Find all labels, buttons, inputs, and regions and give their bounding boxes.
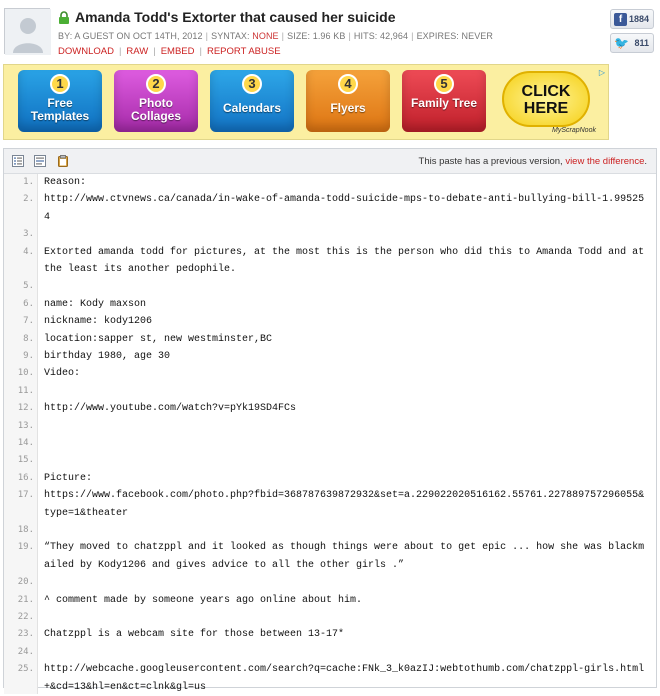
- line-number: 23.: [17, 629, 34, 640]
- code-line: [4, 296, 656, 313]
- line-number: 10.: [17, 368, 34, 379]
- paste-toolbar: [4, 149, 656, 174]
- facebook-icon: f: [614, 13, 627, 26]
- line-number: 8.: [23, 333, 34, 344]
- tile-label: Flyers: [330, 101, 366, 115]
- tile-label: Photo Collages: [130, 96, 181, 123]
- meta-syntax-label: SYNTAX:: [211, 31, 250, 41]
- line-text: [44, 609, 656, 626]
- line-number: 16.: [17, 472, 34, 483]
- line-number: 15.: [17, 455, 34, 466]
- paste-box: [3, 148, 657, 693]
- line-text: [44, 452, 656, 469]
- toggle-line-numbers-icon[interactable]: [12, 155, 24, 167]
- code-line: [4, 278, 656, 295]
- code-line: [4, 644, 656, 661]
- code-line: [4, 226, 656, 243]
- line-text: [44, 522, 656, 539]
- tile-number: 3: [242, 74, 262, 94]
- ad-banner[interactable]: [3, 64, 609, 140]
- line-text: https://www.facebook.com/photo.php?fbid=368787639872932&set=a.229022020516162.55761.227889757296055&type=1&theater: [44, 490, 645, 519]
- code-line: [4, 244, 656, 279]
- line-number: 21.: [17, 594, 34, 605]
- report-abuse-link[interactable]: REPORT ABUSE: [206, 46, 281, 57]
- code-line: [4, 626, 656, 643]
- line-text: Chatzppl is a webcam site for those between 13-17*: [44, 629, 345, 641]
- line-text: [44, 435, 656, 452]
- notice-suffix: .: [644, 156, 647, 167]
- paste-meta: BY: A GUEST ON OCT 14TH, 2012 | SYNTAX: NONE | SIZE: 1.96 KB | HITS: 42,964 | EXPIRES: NEVER: [58, 31, 494, 41]
- line-text: Picture:: [44, 472, 93, 484]
- code-line: [4, 470, 656, 487]
- code-line: [4, 609, 656, 626]
- ad-tile-family-tree[interactable]: [402, 70, 486, 132]
- line-text: [44, 574, 656, 591]
- tile-label: Family Tree: [410, 96, 478, 110]
- line-text: birthday 1980, age 30: [44, 351, 171, 363]
- meta-author-date: BY: A GUEST ON OCT 14TH, 2012: [58, 31, 203, 41]
- line-number: 12.: [17, 403, 34, 414]
- line-number: 4.: [23, 246, 34, 257]
- line-text: nickname: kody1206: [44, 316, 153, 328]
- ad-tile-free-templates[interactable]: [18, 70, 102, 132]
- twitter-count: 811: [634, 38, 649, 48]
- line-number: 6.: [23, 298, 34, 309]
- line-text: http://webcache.googleusercontent.com/search?q=cache:FNk_3_k0azIJ:webtothumb.com/chatzppl-girls.html+&cd=13&hl=en&ct=clnk&gl=us: [44, 664, 645, 693]
- meta-expires: EXPIRES: NEVER: [416, 31, 494, 41]
- code-line: [4, 313, 656, 330]
- code-line: [4, 348, 656, 365]
- code-line: [4, 418, 656, 435]
- lock-icon: [58, 11, 70, 24]
- line-text: Extorted amanda todd for pictures, at the most this is the person who did this to Amanda Todd and at the least its another pedophile.: [44, 246, 651, 276]
- tile-number: 2: [146, 74, 166, 94]
- user-silhouette-icon: [5, 9, 51, 55]
- line-text: [44, 644, 656, 661]
- meta-syntax-value[interactable]: NONE: [252, 31, 279, 41]
- facebook-count: 1884: [628, 14, 649, 24]
- line-text: “They moved to chatzppl and it looked as though things were about to get epic ... how she was blackmailed by Kody1206 and gives advice to all the other girls .”: [44, 542, 645, 571]
- code-line: [4, 174, 656, 191]
- facebook-share-button[interactable]: [610, 9, 654, 29]
- line-number: 25.: [17, 664, 34, 675]
- line-text: http://www.ctvnews.ca/canada/in-wake-of-amanda-todd-suicide-mps-to-debate-anti-bullying-bill-1.995254: [44, 194, 645, 223]
- view-difference-link[interactable]: view the difference: [565, 156, 645, 167]
- twitter-icon: 🐦: [614, 36, 629, 50]
- code-line: [4, 435, 656, 452]
- code-line: [4, 331, 656, 348]
- line-text: name: Kody maxson: [44, 298, 147, 310]
- code-line: [4, 365, 656, 382]
- embed-link[interactable]: EMBED: [160, 46, 195, 57]
- code-lines: [4, 174, 656, 696]
- paste-actions: DOWNLOAD | RAW | EMBED | REPORT ABUSE: [58, 46, 281, 57]
- line-number: 22.: [17, 612, 34, 623]
- twitter-share-button[interactable]: [610, 33, 654, 53]
- code-line: [4, 574, 656, 591]
- guest-avatar: [4, 8, 50, 54]
- code-line: [4, 400, 656, 417]
- line-number: 17.: [17, 490, 34, 501]
- ad-tile-flyers[interactable]: [306, 70, 390, 132]
- line-text: [44, 278, 656, 295]
- line-number: 1.: [23, 177, 34, 187]
- line-text: ^ comment made by someone years ago online about him.: [44, 594, 363, 606]
- line-number: 14.: [17, 438, 34, 449]
- line-text: http://www.youtube.com/watch?v=pYk19SD4FCs: [44, 403, 297, 415]
- line-number: 5.: [23, 281, 34, 292]
- line-number: 2.: [23, 194, 34, 205]
- line-number: 7.: [23, 316, 34, 327]
- meta-hits: HITS: 42,964: [353, 31, 409, 41]
- line-number: 9.: [23, 351, 34, 362]
- line-text: location:sapper st, new westminster,BC: [44, 333, 273, 345]
- line-number: 13.: [17, 420, 34, 431]
- adchoices-icon[interactable]: ▷: [598, 68, 605, 77]
- tile-label: Calendars: [222, 101, 282, 115]
- line-number: 3.: [23, 229, 34, 240]
- toggle-wrap-icon[interactable]: [34, 155, 46, 167]
- paste-content: [4, 174, 656, 696]
- line-text: [44, 226, 656, 243]
- line-number: 20.: [17, 577, 34, 588]
- meta-size: SIZE: 1.96 KB: [287, 31, 346, 41]
- code-line: [4, 539, 656, 574]
- ad-tile-calendars[interactable]: [210, 70, 294, 132]
- ad-brand-logo: MyScrapNook: [552, 127, 596, 134]
- line-text: [44, 418, 656, 435]
- ad-tile-photo-collages[interactable]: [114, 70, 198, 132]
- line-text: [44, 383, 656, 400]
- copy-clipboard-icon[interactable]: [57, 155, 69, 167]
- line-number: 18.: [17, 525, 34, 536]
- ad-click-here-button[interactable]: CLICK HERE: [502, 71, 590, 127]
- tile-number: 4: [338, 74, 358, 94]
- line-number: 19.: [17, 542, 34, 553]
- code-line: [4, 592, 656, 609]
- code-line: [4, 191, 656, 226]
- code-line: [4, 452, 656, 469]
- code-line: [4, 661, 656, 696]
- line-text: Reason:: [44, 177, 87, 188]
- previous-version-notice: [419, 156, 647, 167]
- raw-link[interactable]: RAW: [126, 46, 149, 57]
- notice-prefix: This paste has a previous version,: [418, 156, 566, 167]
- line-number: 11.: [17, 385, 34, 396]
- code-line: [4, 487, 656, 522]
- paste-title: Amanda Todd's Extorter that caused her suicide: [75, 9, 396, 25]
- tile-label: Free Templates: [30, 96, 90, 123]
- tile-number: 5: [434, 74, 454, 94]
- line-text: Video:: [44, 368, 81, 380]
- line-number: 24.: [17, 646, 34, 657]
- download-link[interactable]: DOWNLOAD: [58, 46, 114, 57]
- tile-number: 1: [50, 74, 70, 94]
- code-line: [4, 383, 656, 400]
- code-line: [4, 522, 656, 539]
